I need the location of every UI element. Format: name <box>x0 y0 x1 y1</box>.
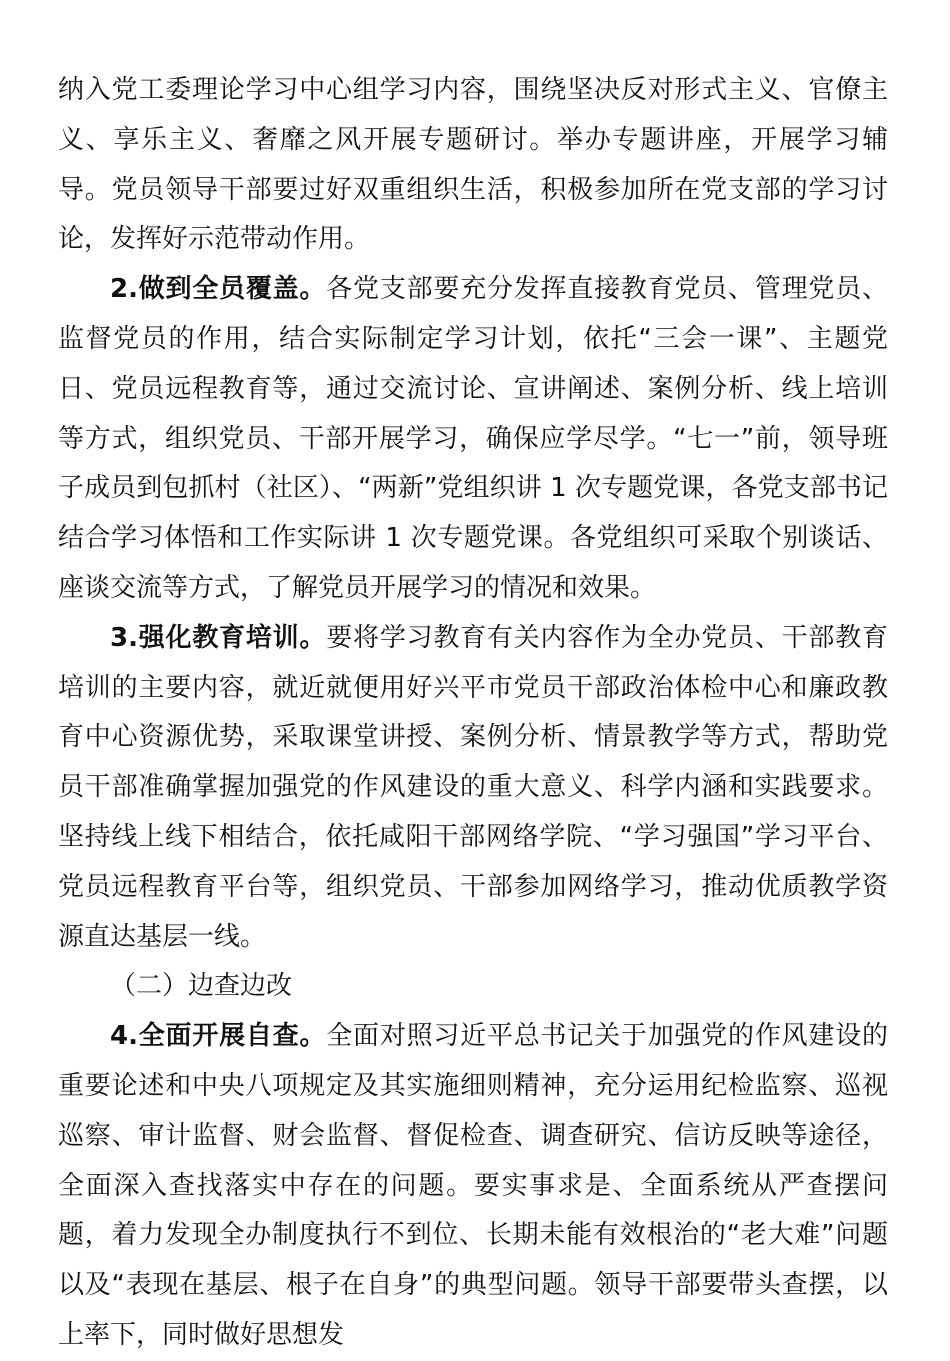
paragraph-continuation <box>58 66 888 265</box>
paragraph-body: 要将学习教育有关内容作为全办党员、干部教育培训的主要内容，就近就便用好兴平市党员干部政治体检中心和廉政教育中心资源优势，采取课堂讲授、案例分析、情景教学等方式，帮助党员干部准确掌握加强党的作风建设的重大意义、科学内涵和实践要求。坚持线上线下相结合，依托咸阳干部网络学院、“学习强国”学习平台、党员远程教育平台等，组织党员、干部参加网络学习，推动优质教学资源直达基层一线。 <box>58 622 888 952</box>
paragraph-heading: 4.全面开展自查。 <box>110 1021 327 1052</box>
paragraph-education-training <box>58 614 888 963</box>
paragraph-heading: 3.强化教育培训。 <box>110 622 327 653</box>
paragraph-body: 全面对照习近平总书记关于加强党的作风建设的重要论述和中央八项规定及其实施细则精神，充分运用纪检监察、巡视巡察、审计监督、财会监督、督促检查、调查研究、信访反映等途径，全面深入查找落实中存在的问题。要实事求是、全面系统从严查摆问题，着力发现全办制度执行不到位、长期未能有效根治的“老大难”问题以及“表现在基层、根子在自身”的典型问题。领导干部要带头查摆，以上率下，同时做好思想发 <box>58 1021 888 1350</box>
section-heading <box>58 962 888 1012</box>
paragraph-body: 各党支部要充分发挥直接教育党员、管理党员、监督党员的作用，结合实际制定学习计划，依托“三会一课”、主题党日、党员远程教育等，通过交流讨论、宣讲阐述、案例分析、线上培训等方式，组织党员、干部开展学习，确保应学尽学。“七一”前，领导班子成员到包抓村（社区）、“两新”党组织讲 1 次专题党课，各党支部书记结合学习体悟和工作实际讲 1 次专题党课。各党组织可采取个别谈话、座谈交流等方式，了解党员开展学习的情况和效果。 <box>58 274 888 603</box>
section-heading-text: （二）边查边改 <box>110 971 293 1002</box>
paragraph-self-inspection <box>58 1012 888 1361</box>
paragraph-body: 纳入党工委理论学习中心组学习内容，围绕坚决反对形式主义、官僚主义、享乐主义、奢靡之风开展专题研讨。举办专题讲座，开展学习辅导。党员领导干部要过好双重组织生活，积极参加所在党支部的学习讨论，发挥好示范带动作用。 <box>58 75 888 255</box>
paragraph-full-coverage <box>58 265 888 614</box>
paragraph-heading: 2.做到全员覆盖。 <box>110 274 327 305</box>
document-body <box>58 66 888 1361</box>
